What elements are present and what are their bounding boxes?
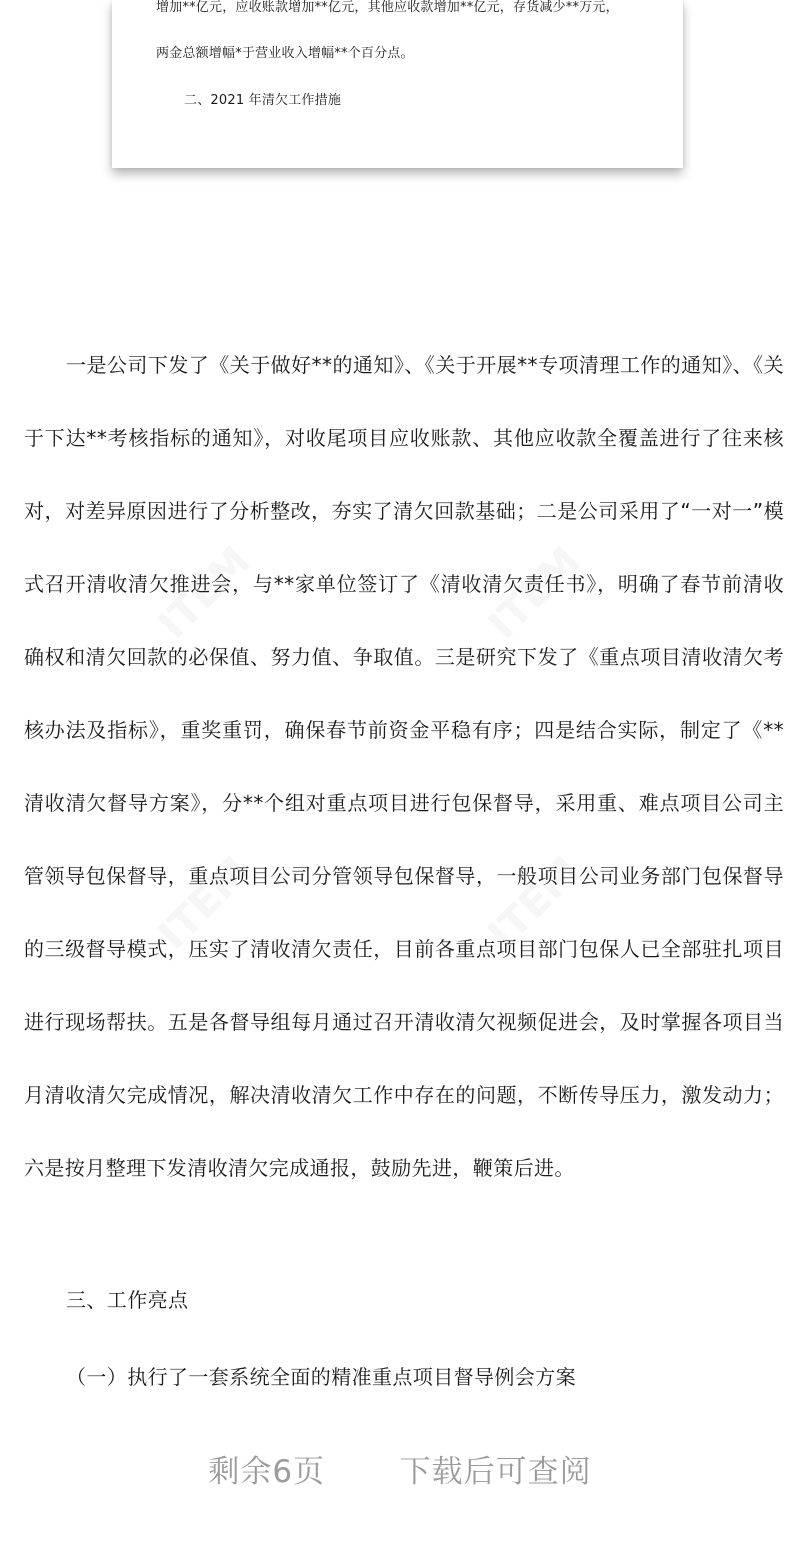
preview-text-line: 两金总额增幅*于营业收入增幅**个百分点。 xyxy=(156,46,414,61)
watermark: ITEM xyxy=(149,538,260,648)
preview-text-line: 增加**亿元，应收账款增加**亿元，其他应收款增加**亿元，存货减少**万元， xyxy=(156,0,619,15)
remaining-pages-download-notice[interactable]: 剩余6页 下载后可查阅 xyxy=(208,1454,592,1490)
section-heading: 三、工作亮点 xyxy=(66,1288,189,1312)
body-paragraph: 一是公司下发了《关于做好**的通知》、《关于开展**专项清理工作的通知》、《关于下达**考核指标的通知》，对收尾项目应收账款、其他应收款全覆盖进行了往来核对，对差异原因进行了分析整改，夯实了清欠回款基础；二是公司采用了“一对一”模式召开清收清欠推进会，与**家单位签订了《清收清欠责任书》，明确了春节前清收确权和清欠回款的必保值、努力值、争取值。三是研究下发了《重点项目清收清欠考核办法及指标》，重奖重罚，确保春节前资金平稳有序；四是结合实际，制定了《**清收清欠督导方案》，分**个组对重点项目进行包保督导，采用重、难点项目公司主管领导包保督导，重点项目公司分管领导包保督导，一般项目公司业务部门包保督导的三级督导模式，压实了清收清欠责任，目前各重点项目部门包保人已全部驻扎项目进行现场帮扶。五是各督导组每月通过召开清收清欠视频促进会，及时掌握各项目当月清收清欠完成情况，解决清收清欠工作中存在的问题，不断传导压力，激发动力；六是按月整理下发清收清欠完成通报，鼓励先进，鞭策后进。 xyxy=(24,353,784,1180)
watermark: ITEM xyxy=(479,538,590,648)
sub-heading: （一）执行了一套系统全面的精准重点项目督导例会方案 xyxy=(66,1365,576,1389)
watermark: ITEM xyxy=(149,848,260,958)
watermark: ITEM xyxy=(479,848,590,958)
page-preview-card xyxy=(112,0,683,168)
preview-section-heading: 二、2021 年清欠工作措施 xyxy=(184,93,342,108)
